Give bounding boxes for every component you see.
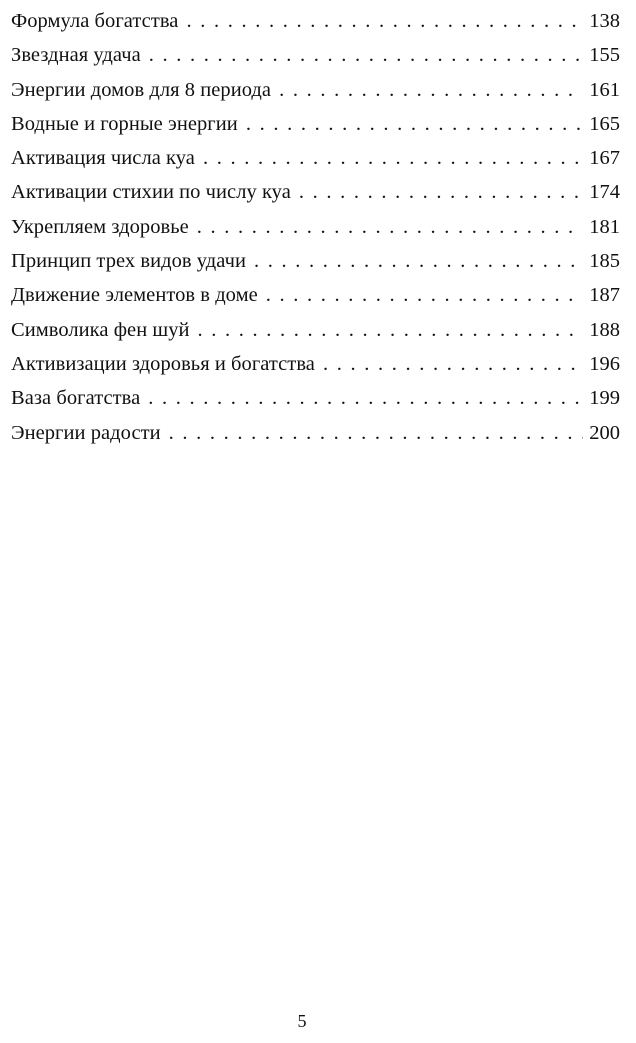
- toc-entry: [11, 141, 620, 175]
- page-number: 5: [297, 1011, 307, 1031]
- toc-entry: [11, 278, 620, 312]
- toc-dot-leader: [246, 107, 583, 141]
- toc-entry: [11, 175, 620, 209]
- toc-entry: [11, 313, 620, 347]
- toc-dot-leader: [279, 73, 583, 107]
- toc-entry-page: 174: [589, 181, 620, 204]
- toc-dot-leader: [149, 38, 584, 72]
- toc-entry: [11, 381, 620, 415]
- toc-entry: [11, 107, 620, 141]
- toc-entry-page: 185: [589, 250, 620, 273]
- toc-entry: [11, 4, 620, 38]
- toc-entry-page: 188: [589, 318, 620, 341]
- toc-entry-page: 167: [589, 147, 620, 170]
- toc-entry-page: 181: [589, 215, 620, 238]
- toc-entry-title: Символика фен шуй: [11, 318, 190, 341]
- toc-entry-page: 200: [589, 421, 620, 444]
- toc-entry-title: Принцип трех видов удачи: [11, 250, 246, 273]
- toc-entry-title: Движение элементов в доме: [11, 284, 258, 307]
- toc-entry: [11, 347, 620, 381]
- toc-entry-page: 199: [589, 387, 620, 410]
- toc-entry-page: 138: [589, 10, 620, 32]
- toc-entry-title: Укрепляем здоровье: [11, 215, 189, 238]
- toc-entry: [11, 73, 620, 107]
- toc-dot-leader: [323, 347, 583, 381]
- toc-entry-page: 165: [589, 112, 620, 135]
- toc-dot-leader: [148, 381, 583, 415]
- toc-entry: [11, 244, 620, 278]
- toc-entry-page: 187: [589, 284, 620, 307]
- toc-dot-leader: [169, 416, 584, 450]
- toc-entry-title: Ваза богатства: [11, 387, 141, 410]
- toc-dot-leader: [197, 210, 583, 244]
- toc-entry: [11, 210, 620, 244]
- toc-entry-title: Активизации здоровья и богатства: [11, 352, 315, 375]
- toc-dot-leader: [299, 175, 583, 209]
- toc-entry-page: 161: [589, 78, 620, 101]
- toc-dot-leader: [254, 244, 583, 278]
- toc-entry: [11, 38, 620, 72]
- toc-entry-title: Водные и горные энергии: [11, 112, 238, 135]
- toc-entry-title: Звездная удача: [11, 44, 141, 67]
- toc-entry-title: Формула богатства: [11, 10, 179, 32]
- toc-dot-leader: [198, 313, 584, 347]
- toc-entry-page: 196: [589, 352, 620, 375]
- toc-entry-title: Энергии радости: [11, 421, 161, 444]
- toc-dot-leader: [266, 278, 584, 312]
- toc-entry-title: Активации стихии по числу куа: [11, 181, 291, 204]
- toc-entry-title: Активация числа куа: [11, 147, 195, 170]
- toc-dot-leader: [203, 141, 583, 175]
- table-of-contents: [11, 4, 620, 450]
- toc-dot-leader: [186, 4, 583, 38]
- toc-entry-page: 155: [589, 44, 620, 67]
- toc-entry: [11, 416, 620, 450]
- toc-entry-title: Энергии домов для 8 периода: [11, 78, 272, 101]
